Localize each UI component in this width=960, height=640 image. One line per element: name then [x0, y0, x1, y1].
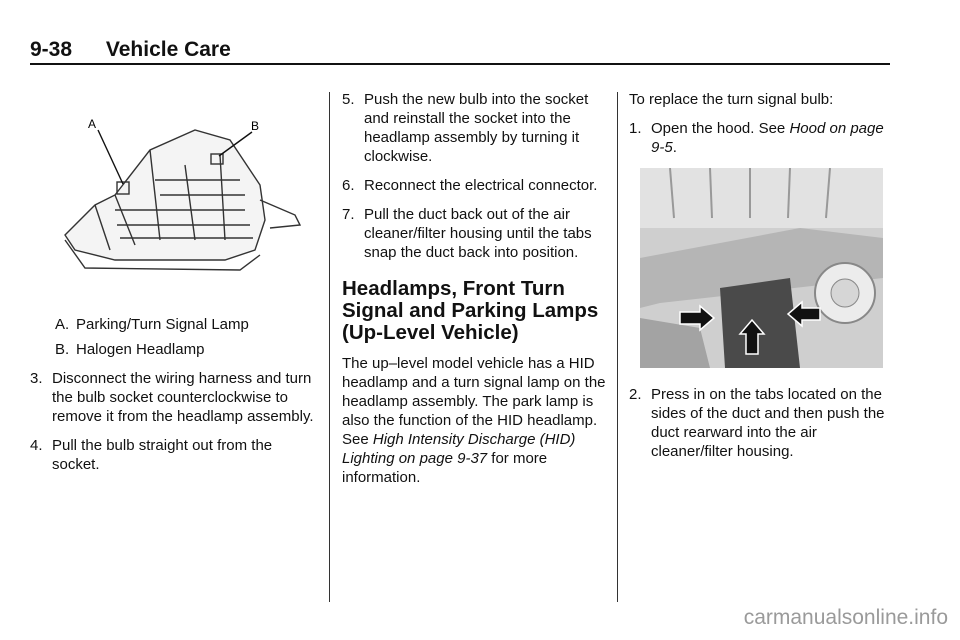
page-number: 9-38 — [30, 38, 73, 61]
step-7: 7. Pull the duct back out of the air cleaner/filter housing until the tabs snap the duct back into position. — [342, 206, 592, 261]
headlamp-illustration — [55, 110, 310, 300]
duct-photo-illustration — [640, 168, 883, 368]
page-header — [30, 38, 231, 62]
step-2: 2. Press in on the tabs located on the sides of the duct and then push the duct rearward into the air cleaner/filter housing. — [629, 386, 885, 460]
step-6: 6. Reconnect the electrical connector. — [342, 177, 598, 194]
intro-text: To replace the turn signal bulb: — [629, 91, 834, 108]
hid-paragraph: The up–level model vehicle has a HID headlamp and a turn signal lamp on the headlamp assembly. The park lamp is also the function of the HID headlamp. See High Intensity Discharge (HID) Lighting on page 9-37 for more information. — [342, 355, 606, 486]
column-2 — [342, 90, 607, 497]
hid-lighting-link[interactable]: High Intensity Discharge (HID) Lighting on page 9-37 — [342, 431, 576, 467]
step-1: 1. Open the hood. See Hood on page 9-5. — [629, 120, 884, 156]
column-3 — [629, 90, 889, 167]
header-rule — [30, 63, 890, 65]
label-a: A — [88, 117, 97, 131]
step-5: 5. Push the new bulb into the socket and reinstall the socket into the headlamp assembly by turning it clockwise. — [342, 91, 589, 165]
section-title: Vehicle Care — [105, 38, 231, 61]
headlamp-diagram — [55, 110, 310, 300]
caption-a: A. Parking/Turn Signal Lamp — [55, 316, 249, 333]
watermark: carmanualsonline.info — [743, 606, 948, 629]
step-3: 3. Disconnect the wiring harness and turn the bulb socket counterclockwise to remove it from the headlamp assembly. — [30, 370, 314, 425]
column-1 — [30, 315, 320, 484]
column-divider-2 — [617, 92, 618, 602]
duct-photo — [640, 168, 883, 368]
caption-b: B. Halogen Headlamp — [55, 341, 205, 358]
hood-link[interactable]: Hood on page 9-5 — [651, 120, 884, 156]
column-3-lower — [629, 385, 889, 471]
section-heading: Headlamps, Front Turn Signal and Parking Lamps (Up-Level Vehicle) — [342, 277, 599, 344]
step-4: 4. Pull the bulb straight out from the socket. — [30, 437, 273, 473]
column-divider-1 — [329, 92, 330, 602]
label-b: B — [251, 119, 260, 133]
